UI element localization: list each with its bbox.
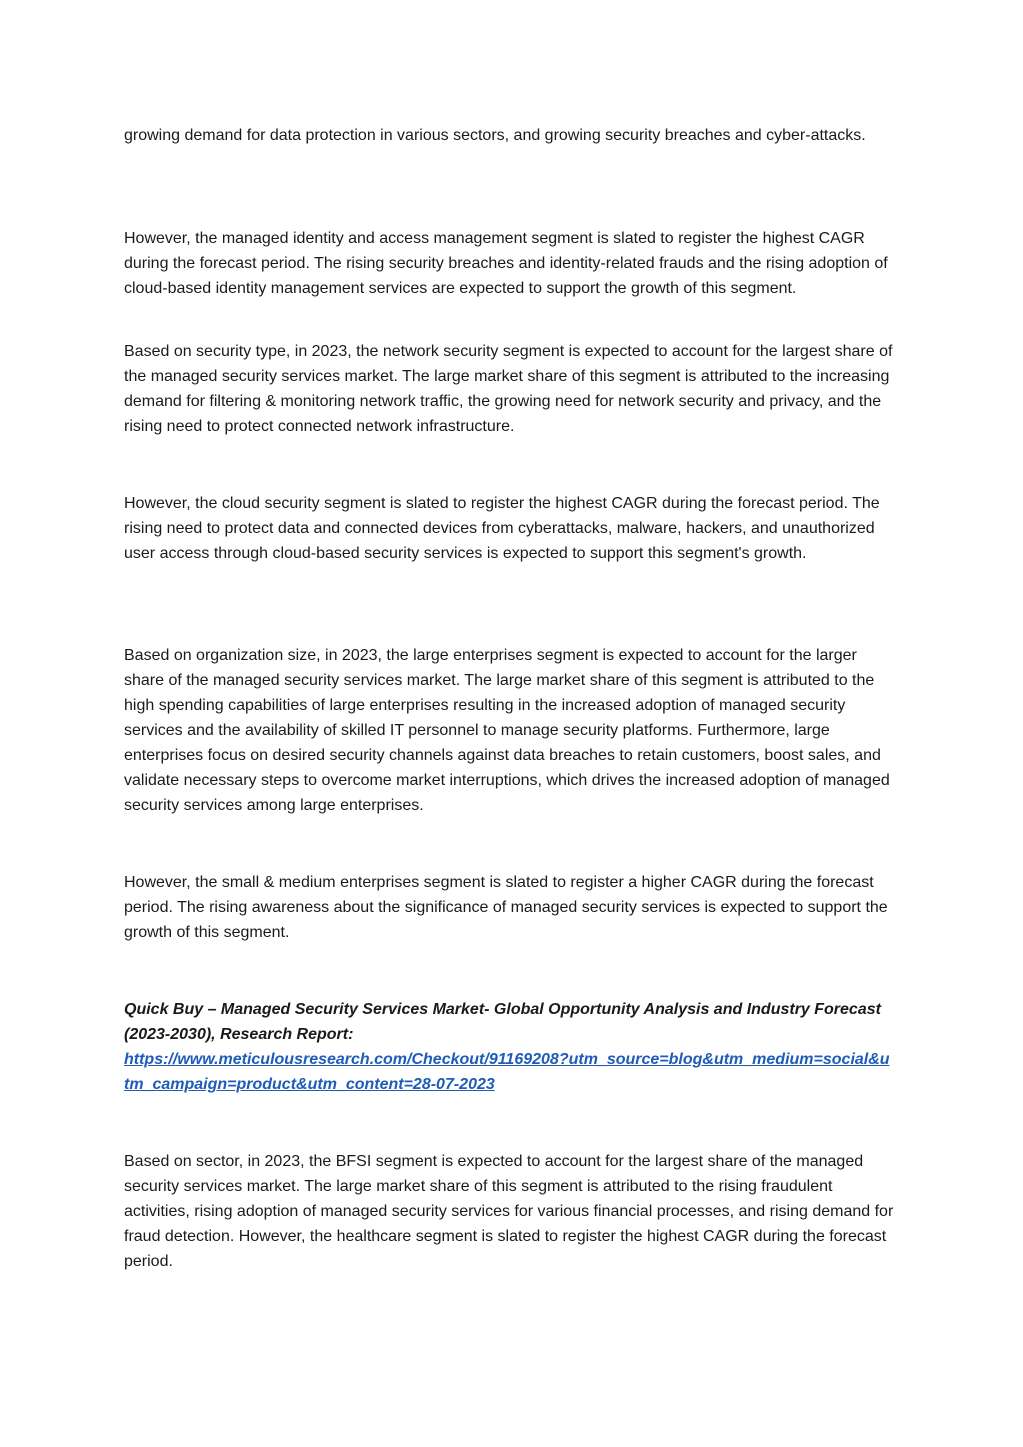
paragraph-cloud-security: However, the cloud security segment is slated to register the highest CAGR during the forecast period. The rising need to protect data and connected devices from cyberattacks, malware, hackers, and unauthorized user access through cloud-based security services is expected to support this segment's growth. — [124, 495, 880, 562]
paragraph-intro-continuation: growing demand for data protection in various sectors, and growing security breaches and cyber-attacks. — [124, 127, 866, 144]
paragraph-sector: Based on sector, in 2023, the BFSI segment is expected to account for the largest share of the managed security services market. The large market share of this segment is attributed to the rising fraudulent activities, rising adoption of managed security services for various financial processes, and rising demand for fraud detection. However, the healthcare segment is slated to register the highest CAGR during the forecast period. — [124, 1153, 894, 1270]
paragraph-small-medium-enterprises: However, the small & medium enterprises segment is slated to register a higher CAGR during the forecast period. The rising awareness about the significance of managed security services is expected to support the growth of this segment. — [124, 874, 888, 941]
quick-buy-heading: Quick Buy – Managed Security Services Market- Global Opportunity Analysis and Industry Forecast (2023-2030), Research Report: — [124, 1001, 881, 1043]
quick-buy-section — [124, 997, 900, 1097]
paragraph-network-security: Based on security type, in 2023, the network security segment is expected to account for the largest share of the managed security services market. The large market share of this segment is attributed to the increasing demand for filtering & monitoring network traffic, the growing need for network security and privacy, and the rising need to protect connected network infrastructure. — [124, 343, 893, 435]
paragraph-identity-access-management: However, the managed identity and access management segment is slated to register the highest CAGR during the forecast period. The rising security breaches and identity-related frauds and the rising adoption of cloud-based identity management services are expected to support the growth of this segment. — [124, 230, 888, 297]
quick-buy-link[interactable]: https://www.meticulousresearch.com/Checkout/91169208?utm_source=blog&utm_medium=social&utm_campaign=product&utm_content=28-07-2023 — [124, 1051, 890, 1093]
paragraph-organization-size: Based on organization size, in 2023, the large enterprises segment is expected to account for the larger share of the managed security services market. The large market share of this segment is attributed to the high spending capabilities of large enterprises resulting in the increased adoption of managed security services and the availability of skilled IT personnel to manage security platforms. Furthermore, large enterprises focus on desired security channels against data breaches to retain customers, boost sales, and validate necessary steps to overcome market interruptions, which drives the increased adoption of managed security services among large enterprises. — [124, 647, 890, 814]
